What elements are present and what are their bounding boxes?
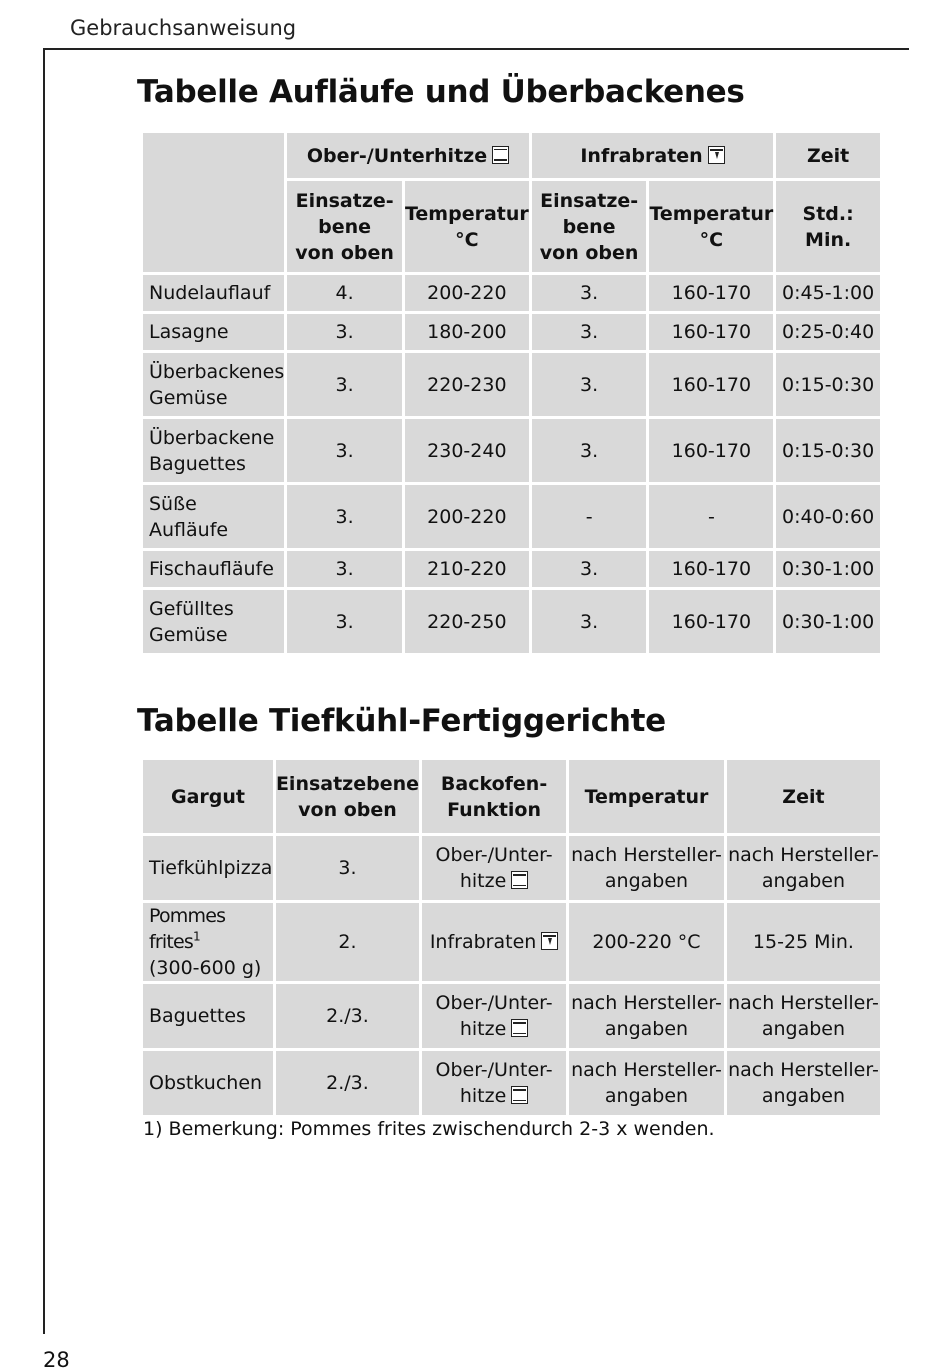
group-header-ober-unterhitze <box>287 133 529 178</box>
dish-cell <box>143 419 284 482</box>
ou-level-cell: 3. <box>287 314 402 350</box>
ir-level-cell: 3. <box>532 353 647 416</box>
ir-temp-cell: 160-170 <box>649 275 773 311</box>
ober-unterhitze-icon <box>511 871 528 889</box>
time-line: angaben <box>761 1018 846 1040</box>
dish-line: Gemüse <box>149 386 228 409</box>
header-gargut: Gargut <box>143 760 273 833</box>
ou-temp-cell: 180-200 <box>405 314 529 350</box>
table-row <box>143 1051 880 1115</box>
dish-line: Aufläufe <box>149 518 229 541</box>
ir-level-cell: 3. <box>532 551 647 587</box>
temp-line: angaben <box>604 1085 689 1107</box>
temp-line: nach Hersteller- <box>571 1059 722 1081</box>
group-header-infrabraten <box>532 133 774 178</box>
table2-title: Tabelle Tiefkühl-Fertiggerichte <box>137 703 666 739</box>
infrabraten-icon <box>708 146 725 164</box>
ir-level-cell: 3. <box>532 590 647 653</box>
running-title: Gebrauchsanweisung <box>70 16 297 40</box>
dish-line: Baguettes <box>149 452 246 475</box>
subhead-ou-temp <box>405 181 529 272</box>
ir-level-cell: - <box>532 485 647 548</box>
table-row <box>143 551 880 587</box>
temp-line: nach Hersteller- <box>571 992 722 1014</box>
subhead-line: Temperatur <box>649 202 774 225</box>
dish-cell <box>143 551 284 587</box>
temp-line: angaben <box>604 870 689 892</box>
table-row <box>143 275 880 311</box>
temp-cell <box>569 984 724 1048</box>
ou-level-cell: 3. <box>287 551 402 587</box>
function-line: hitze <box>459 1018 507 1040</box>
dish-line: Pommes frites <box>149 905 226 953</box>
table-row <box>143 485 880 548</box>
time-cell <box>727 836 880 900</box>
level-cell: 3. <box>276 836 419 900</box>
function-line: Ober-/Unter- <box>435 992 553 1014</box>
table-row <box>143 353 880 416</box>
dish-line: Süße <box>149 492 197 515</box>
group-header-zeit: Zeit <box>776 133 880 178</box>
dish-cell: Baguettes <box>143 984 273 1048</box>
dish-line: (300-600 g) <box>149 957 262 979</box>
dish-cell <box>143 314 284 350</box>
function-line: Ober-/Unter- <box>435 1059 553 1081</box>
header-line: von oben <box>298 798 397 821</box>
subhead-line: °C <box>455 228 479 251</box>
time-cell: 15-25 Min. <box>727 903 880 981</box>
ou-temp-cell: 200-220 <box>405 485 529 548</box>
footnote: 1) Bemerkung: Pommes frites zwischendurch 2-3 x wenden. <box>143 1118 715 1140</box>
ou-temp-cell: 230-240 <box>405 419 529 482</box>
dish-cell: Obstkuchen <box>143 1051 273 1115</box>
function-cell <box>422 984 566 1048</box>
ober-unterhitze-icon <box>511 1019 528 1037</box>
group-label: Infrabraten <box>580 144 703 167</box>
ou-temp-cell: 220-230 <box>405 353 529 416</box>
dish-cell <box>143 590 284 653</box>
table-row <box>143 984 880 1048</box>
time-cell <box>727 1051 880 1115</box>
dish-line: Gefülltes <box>149 597 234 620</box>
header-rule <box>43 48 909 50</box>
dish-line: Überbackene <box>149 426 275 449</box>
level-cell: 2. <box>276 903 419 981</box>
subhead-ir-temp <box>649 181 773 272</box>
dish-line: Fischaufläufe <box>149 558 274 580</box>
ir-level-cell: 3. <box>532 275 647 311</box>
time-line: nach Hersteller- <box>728 1059 879 1081</box>
ir-temp-cell: 160-170 <box>649 551 773 587</box>
time-cell <box>727 984 880 1048</box>
dish-line: Nudelauflauf <box>149 282 271 304</box>
temp-line: angaben <box>604 1018 689 1040</box>
function-line: Ober-/Unter- <box>435 844 553 866</box>
function-line: Infrabraten <box>429 931 537 953</box>
ou-temp-cell: 200-220 <box>405 275 529 311</box>
table-row <box>143 903 880 981</box>
subhead-line: Temperatur <box>404 202 529 225</box>
ir-temp-cell: 160-170 <box>649 590 773 653</box>
subhead-line: Einsatze- <box>540 189 639 212</box>
header-line: Backofen- <box>440 772 548 795</box>
dish-cell <box>143 353 284 416</box>
dish-cell <box>143 485 284 548</box>
subhead-line: °C <box>699 228 724 251</box>
ir-level-cell: 3. <box>532 419 647 482</box>
ir-level-cell: 3. <box>532 314 647 350</box>
group-label: Ober-/Unterhitze <box>306 144 488 167</box>
level-cell: 2./3. <box>276 984 419 1048</box>
ou-level-cell: 3. <box>287 590 402 653</box>
ou-level-cell: 3. <box>287 353 402 416</box>
table-row <box>143 836 880 900</box>
footnote-marker: 1 <box>193 929 201 944</box>
ou-level-cell: 3. <box>287 419 402 482</box>
frozen-meals-table <box>140 757 883 1118</box>
time-cell: 0:45-1:00 <box>776 275 880 311</box>
ir-temp-cell: - <box>649 485 773 548</box>
time-line: nach Hersteller- <box>728 992 879 1014</box>
level-cell: 2./3. <box>276 1051 419 1115</box>
ou-temp-cell: 220-250 <box>405 590 529 653</box>
time-cell: 0:30-1:00 <box>776 590 880 653</box>
subhead-line: von oben <box>539 241 639 264</box>
function-cell <box>422 1051 566 1115</box>
table-row <box>143 590 880 653</box>
corner-cell <box>143 133 284 272</box>
table1-title: Tabelle Aufläufe und Überbackenes <box>137 74 745 110</box>
dish-line: Lasagne <box>149 321 229 343</box>
temp-cell <box>569 1051 724 1115</box>
ir-temp-cell: 160-170 <box>649 314 773 350</box>
time-cell: 0:15-0:30 <box>776 419 880 482</box>
time-line: angaben <box>761 870 846 892</box>
temp-cell <box>569 836 724 900</box>
subhead-line: von oben <box>295 241 394 264</box>
casserole-table <box>140 130 883 656</box>
header-line: Funktion <box>447 798 542 821</box>
temp-line: nach Hersteller- <box>571 844 722 866</box>
ir-temp-cell: 160-170 <box>649 353 773 416</box>
subhead-line: bene <box>318 215 372 238</box>
function-cell <box>422 836 566 900</box>
page-number: 28 <box>43 1348 70 1372</box>
dish-cell <box>143 903 273 981</box>
ober-unterhitze-icon <box>511 1086 528 1104</box>
subhead-line: Einsatze- <box>295 189 394 212</box>
header-temp: Temperatur <box>569 760 724 833</box>
side-rule <box>43 48 45 1334</box>
time-line: nach Hersteller- <box>728 844 879 866</box>
time-cell: 0:25-0:40 <box>776 314 880 350</box>
header-line: Einsatzebene <box>275 772 420 795</box>
subhead-time-unit: Std.: Min. <box>776 181 880 272</box>
infrabraten-icon <box>541 932 558 950</box>
time-cell: 0:30-1:00 <box>776 551 880 587</box>
ir-temp-cell: 160-170 <box>649 419 773 482</box>
dish-cell <box>143 275 284 311</box>
ober-unterhitze-icon <box>492 146 509 164</box>
time-line: angaben <box>761 1085 846 1107</box>
function-cell <box>422 903 566 981</box>
dish-cell: Tiefkühlpizza <box>143 836 273 900</box>
ou-level-cell: 3. <box>287 485 402 548</box>
dish-line: Überbackenes <box>149 360 285 383</box>
time-cell: 0:40-0:60 <box>776 485 880 548</box>
ou-temp-cell: 210-220 <box>405 551 529 587</box>
dish-line: Gemüse <box>149 623 228 646</box>
function-line: hitze <box>459 1085 507 1107</box>
header-time: Zeit <box>727 760 880 833</box>
header-function <box>422 760 566 833</box>
ou-level-cell: 4. <box>287 275 402 311</box>
function-line: hitze <box>459 870 507 892</box>
table-row <box>143 419 880 482</box>
table-row <box>143 314 880 350</box>
header-level <box>276 760 419 833</box>
subhead-line: bene <box>562 215 616 238</box>
temp-cell: 200-220 °C <box>569 903 724 981</box>
time-cell: 0:15-0:30 <box>776 353 880 416</box>
subhead-ou-level <box>287 181 402 272</box>
subhead-ir-level <box>532 181 647 272</box>
